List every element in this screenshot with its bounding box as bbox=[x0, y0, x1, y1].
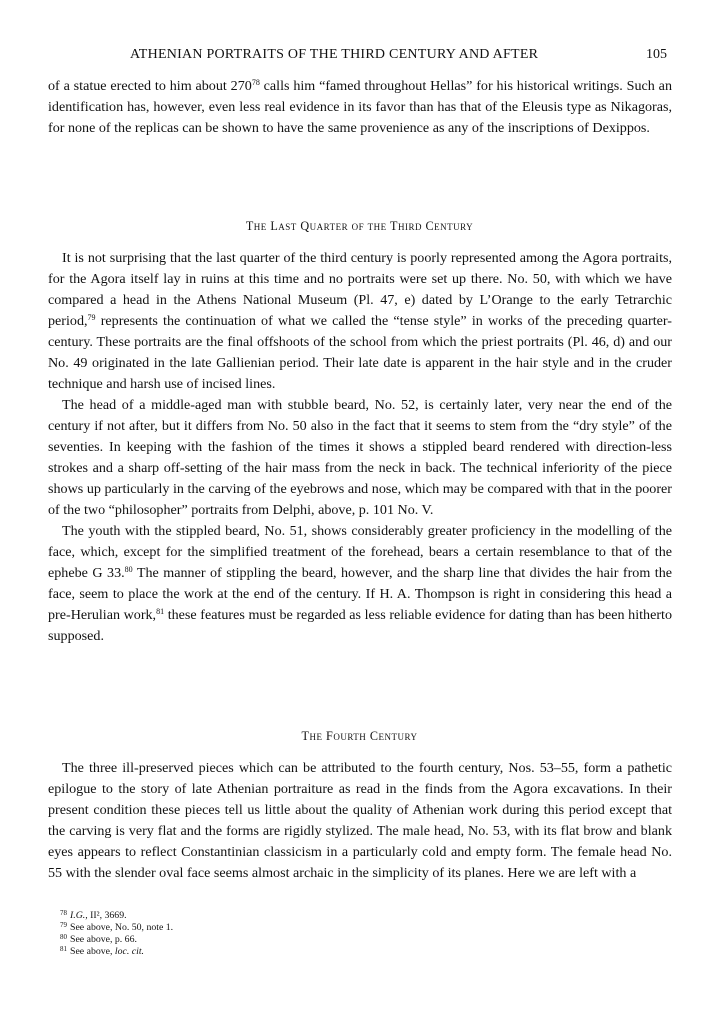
footnote-text: See above, No. 50, note 1. bbox=[70, 922, 174, 933]
footnote-ref-79: 79 bbox=[87, 313, 96, 322]
footnote-mark: 78 bbox=[60, 909, 67, 917]
paragraph-4: The three ill-preserved pieces which can be attributed to the fourth century, Nos. 53–55, form a pathetic epilogue to the story of late Athenian portraiture as read in the finds from the Agora excavations. In their present condition these pieces tell us little about the quality of Athenian work during this period except that the carving is very flat and the forms are rigidly stylized. The male head, No. 53, with its flat brow and blank eyes appears to reflect Constantinian classicism in a particularly cold and empty form. The female head No. 55 with the slender oval face seems almost archaic in the simplicity of its planes. Here we are left with a bbox=[48, 760, 672, 881]
intro-text-2: calls him “famed throughout Hellas” for his historical writings. Such an identification has, however, even less real evidence in its favor than has that of the Eleusis type as Nikagoras, for none of the replicas can be shown to have the same provenience as any of the inscriptions of Dexippos. bbox=[48, 78, 672, 136]
section-heading-fourth-century: The Fourth Century bbox=[301, 729, 418, 743]
intro-paragraph bbox=[48, 76, 672, 139]
footnote-78 bbox=[60, 910, 173, 922]
running-header-title: ATHENIAN PORTRAITS OF THE THIRD CENTURY AND AFTER bbox=[130, 47, 539, 62]
footnote-italic: loc. cit. bbox=[114, 946, 144, 957]
paragraph-3-text-3: these features must be regarded as less reliable evidence for dating than has been hitherto supposed. bbox=[48, 607, 672, 644]
footnotes bbox=[60, 910, 173, 958]
paragraph-3-text-2: The manner of stippling the beard, however, and the sharp line that divides the hair from the face, seem to place the work at the end of the century. If H. A. Thompson is right in considering this head a pre-Herulian work, bbox=[48, 565, 673, 623]
footnote-italic: I.G., bbox=[70, 910, 88, 921]
section-last-quarter-body bbox=[48, 248, 672, 647]
footnote-mark: 79 bbox=[60, 921, 67, 929]
footnote-79 bbox=[60, 922, 173, 934]
paragraph-1 bbox=[48, 248, 672, 395]
section-fourth-century-body bbox=[48, 758, 672, 884]
footnote-mark: 81 bbox=[60, 945, 67, 953]
footnote-ref-78: 78 bbox=[251, 78, 260, 87]
paragraph-3 bbox=[48, 521, 672, 647]
paragraph-1-text-2: represents the continuation of what we called the “tense style” in works of the preceding quarter-century. These portraits are the final offshoots of the school from which the priest portraits (Pl. 46, d) and our No. 49 originated in the late Gallienian period. Their late date is apparent in the hair style and in the cruder technique and harsh use of incised lines. bbox=[48, 313, 672, 392]
footnote-ref-80: 80 bbox=[124, 565, 133, 574]
footnote-mark: 80 bbox=[60, 933, 67, 941]
paragraph-1-text-1: It is not surprising that the last quarter of the third century is poorly represented among the Agora portraits, for the Agora itself lay in ruins at this time and no portraits were set up there. No. 50, with which we have compared a head in the Athens National Museum (Pl. 47, e) dated by L’Orange to the early Tetrarchic period, bbox=[48, 250, 672, 329]
footnote-80 bbox=[60, 934, 173, 946]
footnote-ref-81: 81 bbox=[156, 607, 165, 616]
footnote-text: II², 3669. bbox=[87, 910, 127, 921]
page-number: 105 bbox=[646, 47, 667, 62]
section-heading-last-quarter: The Last Quarter of the Third Century bbox=[245, 219, 474, 233]
paragraph-3-text-1: The youth with the stippled beard, No. 51, shows considerably greater proficiency in the modelling of the face, which, except for the simplified treatment of the forehead, bears a certain resemblance to that of the ephebe G 33. bbox=[48, 523, 672, 581]
footnote-text: See above, bbox=[70, 946, 115, 957]
intro-text-1: of a statue erected to him about 270 bbox=[48, 78, 252, 94]
footnote-81 bbox=[60, 946, 173, 958]
paragraph-2: The head of a middle-aged man with stubble beard, No. 52, is certainly later, very near the end of the century if not after, but it differs from No. 50 also in the fact that it seems to stem from the “dry style” of the seventies. In keeping with the fashion of the times it shows a stippled beard rendered with direction-less strokes and a sharp off-setting of the hair mass from the neck in back. The technical inferiority of the piece shows up particularly in the carving of the eyebrows and nose, which may be compared with that in the poorer of the two “philosopher” portraits from Delphi, above, p. 101 No. V. bbox=[48, 397, 672, 518]
footnote-text: See above, p. 66. bbox=[70, 934, 137, 945]
